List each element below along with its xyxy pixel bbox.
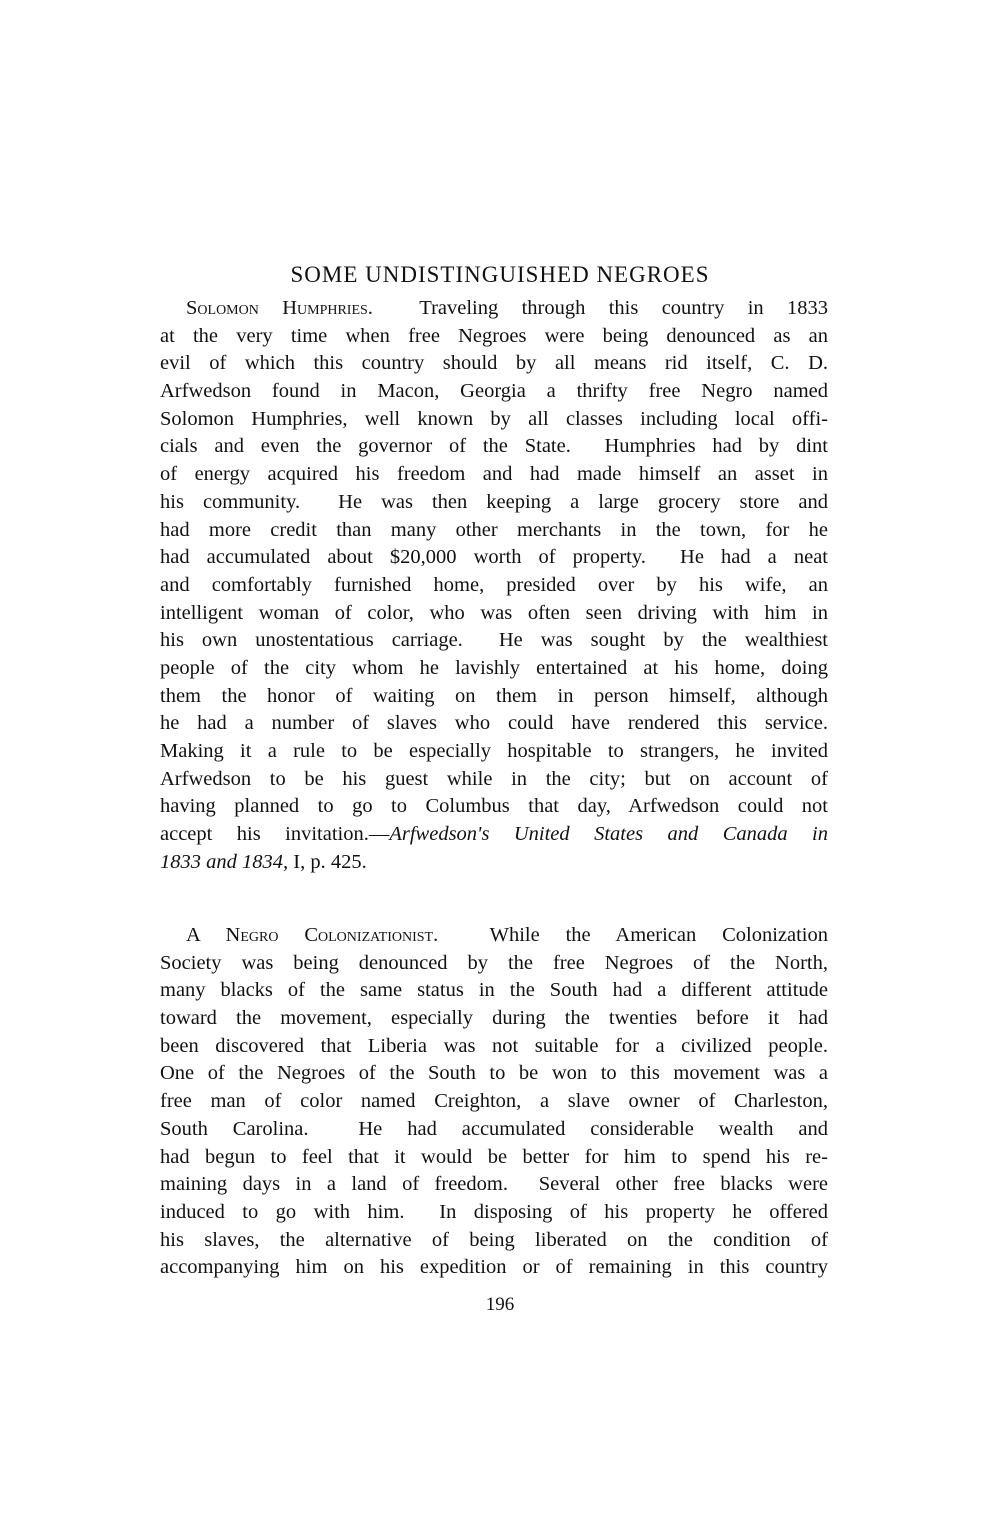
text-line (160, 1254, 828, 1282)
paragraph-solomon-humphries (160, 295, 828, 876)
text-run: people of the city whom he lavishly entertained at his home, doing (160, 656, 828, 679)
text-run: his own unostentatious carriage. He was sought by the wealthiest (160, 629, 828, 652)
text-run: free man of color named Creighton, a slave owner of Charleston, (160, 1090, 828, 1113)
text-run: had begun to feel that it would be better for him to spend his re- (160, 1145, 828, 1168)
text-line (160, 655, 828, 683)
text-run: accept his invitation.— (160, 823, 390, 846)
text-line (160, 323, 828, 351)
text-line (160, 433, 828, 461)
text-run: Arfwedson to be his guest while in the city; but on account of (160, 767, 828, 790)
text-line (160, 295, 828, 323)
text-line (160, 766, 828, 794)
text-run: having planned to go to Columbus that day, Arfwedson could not (160, 795, 828, 818)
text-line (160, 710, 828, 738)
text-line (160, 378, 828, 406)
text-line (160, 1005, 828, 1033)
text-line (160, 350, 828, 378)
text-run: toward the movement, especially during the twenties before it had (160, 1007, 828, 1030)
text-run: them the honor of waiting on them in person himself, although (160, 684, 828, 707)
text-line (160, 489, 828, 517)
text-run: Solomon Humphries, well known by all classes including local offi- (160, 407, 828, 430)
text-line (160, 1116, 828, 1144)
text-line (160, 1227, 828, 1255)
run-in-heading: A Negro Colonizationist. (186, 924, 439, 946)
text-line (160, 1033, 828, 1061)
text-line (160, 1144, 828, 1172)
citation-italic: Arfwedson's United States and Canada in (389, 823, 828, 846)
chapter-title: SOME UNDISTINGUISHED NEGROES (290, 262, 710, 287)
text-run: Making it a rule to be especially hospitable to strangers, he invited (160, 740, 828, 762)
text-run: cials and even the governor of the State. Humphries had by dint (160, 435, 828, 458)
text-run: maining days in a land of freedom. Several other free blacks were (160, 1173, 828, 1196)
text-run: he had a number of slaves who could have rendered this service. (160, 712, 828, 735)
text-run: South Carolina. He had accumulated considerable wealth and (160, 1117, 828, 1140)
text-line (160, 1060, 828, 1088)
text-run: many blacks of the same status in the South had a different attitude (160, 979, 828, 1002)
text-line (160, 1199, 828, 1227)
text-run: intelligent woman of color, who was often seen driving with him in (160, 601, 828, 624)
text-run: his community. He was then keeping a large grocery store and (160, 490, 828, 513)
text-run: at the very time when free Negroes were being denounced as an (160, 324, 828, 347)
text-run: and comfortably furnished home, presided over by his wife, an (160, 573, 828, 596)
text-line (160, 627, 828, 655)
text-line (160, 1171, 828, 1199)
text-run: One of the Negroes of the South to be won to this movement was a (160, 1062, 828, 1085)
text-run: evil of which this country should by all means rid itself, C. D. (160, 352, 828, 375)
text-run: I, p. 425. (288, 850, 367, 873)
page-number: 196 (485, 1294, 515, 1315)
text-run: of energy acquired his freedom and had made himself an asset in (160, 463, 828, 486)
text-run: induced to go with him. In disposing of his property he offered (160, 1200, 828, 1223)
text-line (160, 950, 828, 978)
text-run: While the American Colonization (438, 924, 829, 946)
paragraph-negro-colonizationist (160, 922, 828, 1282)
text-line (160, 600, 828, 628)
text-line (160, 683, 828, 711)
text-run: had more credit than many other merchants in the town, for he (160, 518, 828, 541)
text-line (160, 821, 828, 849)
text-line (160, 849, 828, 877)
text-line (160, 738, 828, 766)
text-run: Society was being denounced by the free Negroes of the North, (160, 951, 828, 974)
text-line (160, 1088, 828, 1116)
text-line (160, 461, 828, 489)
text-line (160, 517, 828, 545)
text-run: Arfwedson found in Macon, Georgia a thrifty free Negro named (160, 380, 828, 403)
text-line (160, 572, 828, 600)
text-run: accompanying him on his expedition or of remaining in this country (160, 1256, 828, 1279)
text-line (160, 544, 828, 572)
text-run: his slaves, the alternative of being liberated on the condition of (160, 1228, 828, 1251)
citation-italic: 1833 and 1834, (160, 850, 289, 873)
text-line (160, 977, 828, 1005)
text-run: been discovered that Liberia was not suitable for a civilized people. (160, 1034, 828, 1057)
run-in-heading: Solomon Humphries. (186, 297, 373, 319)
text-run: Traveling through this country in 1833 (372, 297, 828, 319)
text-line (160, 406, 828, 434)
text-line (160, 922, 828, 950)
text-run: had accumulated about $20,000 worth of property. He had a neat (160, 546, 828, 569)
text-line (160, 793, 828, 821)
